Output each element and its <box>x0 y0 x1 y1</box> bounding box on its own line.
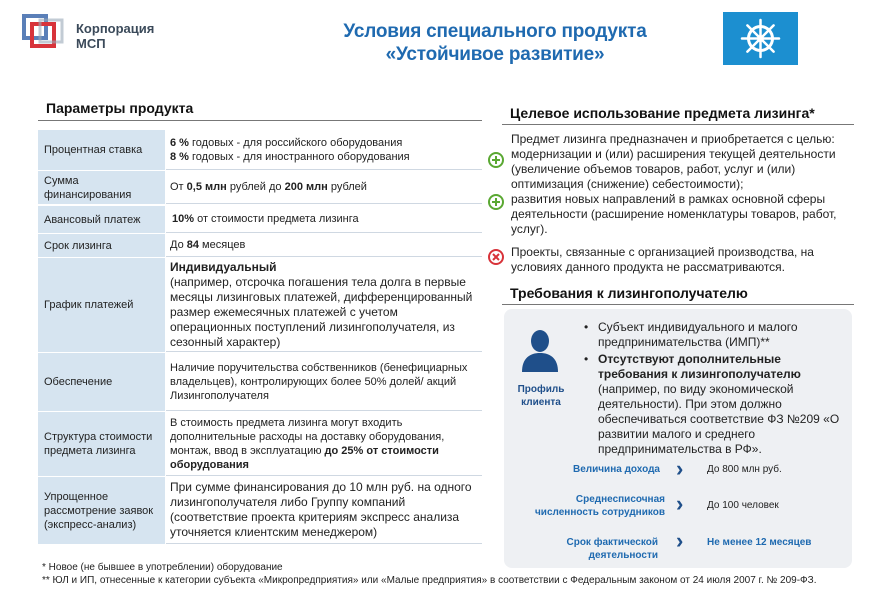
usage-title: Целевое использование предмета лизинга* <box>510 105 815 121</box>
requirement-1: Субъект индивидуального и малого предпринимательства (ИМП)** <box>598 320 798 349</box>
bullet-dot: • <box>584 352 589 366</box>
profile-label: Профиль клиента <box>517 384 565 408</box>
param-label: График платежей <box>38 258 166 352</box>
param-row-security <box>38 353 482 412</box>
page-title <box>300 20 690 66</box>
plus-icon <box>488 194 504 210</box>
param-value: В стоимость предмета лизинга могут входить дополнительные расходы на доставку оборудования, монтаж, ввод в эксплуатацию до 25% от стоимости оборудования <box>166 412 482 476</box>
footnote-2: ** ЮЛ и ИП, отнесенные к категории субъекта «Микропредприятия» или «Малые предприятия» в соответствии с Федеральным законом от 24 июля 2007 г. № 209-ФЗ. <box>42 575 817 586</box>
param-value: До 84 месяцев <box>166 234 482 257</box>
footnote-1: * Новое (не бывшее в употреблении) оборудование <box>42 562 283 573</box>
stat-value: До 800 млн руб. <box>707 464 782 475</box>
chevron-right-icon: › <box>676 456 684 481</box>
param-value: Наличие поручительства собственников (бенефициарных владельцев), контролирующих более 50% долей/ акций Лизингополучателя <box>166 353 482 411</box>
cross-icon <box>488 249 504 265</box>
chevron-right-icon: › <box>676 491 684 516</box>
param-label: Обеспечение <box>38 353 166 411</box>
param-label: Процентная ставка <box>38 130 166 170</box>
param-value: От 0,5 млн рублей до 200 млн рублей <box>166 171 482 204</box>
usage-minus: Проекты, связанные с организацией производства, на условиях данного продукта не рассматриваются. <box>511 245 814 274</box>
param-label: Авансовый платеж <box>38 206 166 233</box>
usage-divider <box>502 124 854 125</box>
param-label: Сумма финансирования <box>38 171 166 204</box>
requirements-title: Требования к лизингополучателю <box>510 285 748 301</box>
title-line2: «Устойчивое развитие» <box>385 44 605 65</box>
stat-label: Срок фактической деятельности <box>566 537 658 561</box>
param-row-amount <box>38 171 482 205</box>
param-value: 10% от стоимости предмета лизинга <box>166 206 482 233</box>
stat-value: Не менее 12 месяцев <box>707 537 812 548</box>
param-value: При сумме финансирования до 10 млн руб. на одного лизингополучателя либо Группу компаний (соответствие проекта критериям экспресс анализа уточняется клиентским менеджером) <box>166 477 482 544</box>
person-icon <box>520 328 560 372</box>
param-label: Структура стоимости предмета лизинга <box>38 412 166 476</box>
param-value: Индивидуальный (например, отсрочка погашения тела долга в первые месяцы лизинговых платежей, дифференцированный размер ежемесячных платежей с учетом операционных поступлений лизингополучателя, из сезонный характер) <box>166 258 482 352</box>
requirements-divider <box>502 304 854 305</box>
param-row-advance <box>38 206 482 234</box>
title-line1: Условия специального продукта <box>343 21 647 42</box>
param-row-structure <box>38 412 482 477</box>
param-row-rate <box>38 130 482 171</box>
usage-plus-2: развития новых направлений в рамках основной сферы деятельности (расширение номенклатуры товаров, работ, услуг). <box>511 192 837 236</box>
param-label: Срок лизинга <box>38 234 166 257</box>
param-label: Упрощенное рассмотрение заявок (экспресс-анализ) <box>38 477 166 544</box>
chevron-right-icon: › <box>676 528 684 553</box>
plus-icon <box>488 152 504 168</box>
logo-line2: МСП <box>76 36 106 51</box>
param-value: 6 % годовых - для российского оборудования 8 % годовых - для иностранного оборудования <box>166 130 482 170</box>
stat-label: Величина дохода <box>572 464 660 475</box>
usage-intro: Предмет лизинга предназначен и приобретается с целью: <box>511 132 835 146</box>
ship-wheel-icon <box>723 12 798 65</box>
usage-plus-1: модернизации и (или) расширения текущей деятельности (увеличение объемов товаров, работ, услуг и (или) оптимизация (снижение) себестоимости); <box>511 147 836 191</box>
requirement-2: Отсутствуют дополнительные требования к лизингополучателю (например, по виду экономической деятельности). При этом должно обеспечиваться соответствие ФЗ №209 «О развитии малого и среднего предпринимательства в РФ». <box>598 352 840 456</box>
bullet-dot: • <box>584 320 589 334</box>
logo-line1: Корпорация <box>76 21 155 36</box>
logo-text <box>76 21 154 51</box>
params-divider <box>38 120 482 121</box>
params-title: Параметры продукта <box>46 100 194 116</box>
param-row-term <box>38 234 482 258</box>
stat-value: До 100 человек <box>707 500 779 511</box>
param-row-express <box>38 477 482 545</box>
stat-label: Среднесписочная численность сотрудников <box>534 494 665 518</box>
param-row-schedule <box>38 258 482 353</box>
